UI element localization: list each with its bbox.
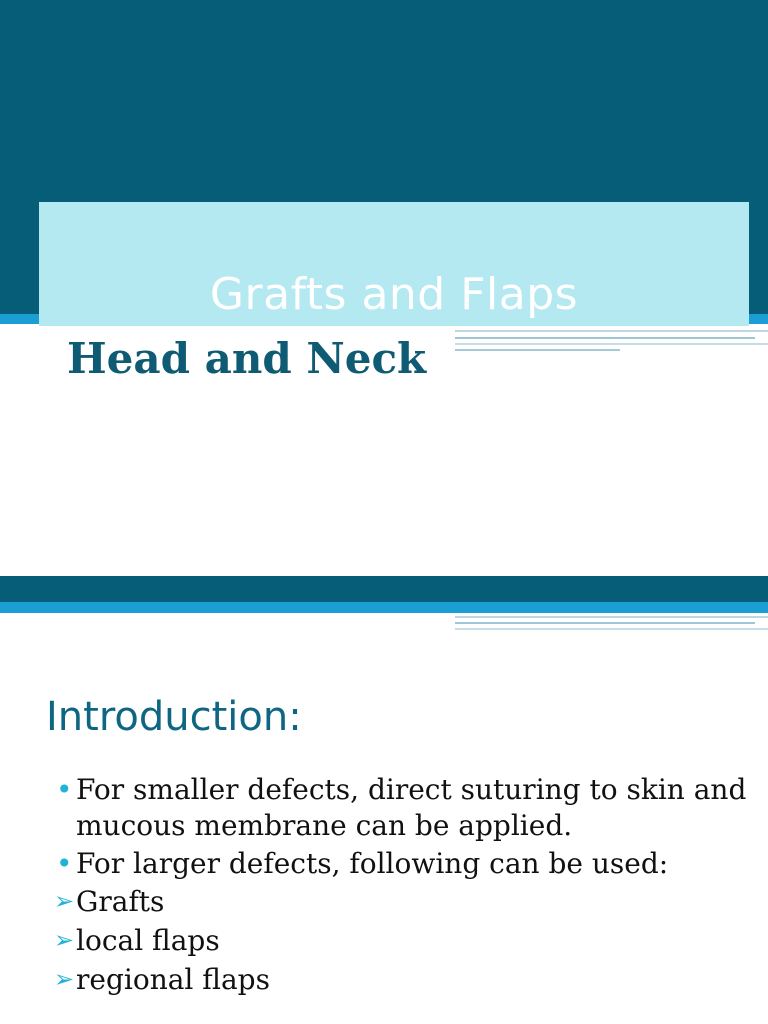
sub-item-text: local flaps xyxy=(76,924,220,957)
accent-strip xyxy=(0,602,768,613)
list-item xyxy=(56,846,756,882)
decor-line xyxy=(455,330,768,332)
slide-heading: Introduction: xyxy=(46,694,302,740)
decor-line xyxy=(455,628,768,630)
bullet-list xyxy=(56,772,756,999)
content-slide xyxy=(0,576,768,1024)
decor-line xyxy=(620,624,768,626)
decor-line xyxy=(455,349,620,351)
slide-title: Grafts and Flaps xyxy=(209,269,579,320)
decor-line xyxy=(455,337,755,339)
decor-line xyxy=(455,616,768,618)
list-item xyxy=(54,882,756,921)
decor-line xyxy=(455,343,768,345)
list-item xyxy=(54,921,756,960)
arrow-bullet-icon: ➢ xyxy=(54,965,75,993)
title-box xyxy=(39,202,749,326)
bullet-text: For smaller defects, direct suturing to skin and mucous membrane can be applied. xyxy=(76,773,747,842)
bullet-icon: • xyxy=(56,773,73,806)
bullet-icon: • xyxy=(56,847,73,880)
arrow-bullet-icon: ➢ xyxy=(54,926,75,954)
bullet-text: For larger defects, following can be used: xyxy=(76,847,669,880)
sub-item-text: Grafts xyxy=(76,885,165,918)
list-item xyxy=(54,960,756,999)
arrow-bullet-icon: ➢ xyxy=(54,887,75,915)
header-band xyxy=(0,576,768,602)
slide-subtitle: Head and Neck xyxy=(67,334,427,383)
sub-item-text: regional flaps xyxy=(76,963,270,996)
list-item xyxy=(56,772,756,844)
